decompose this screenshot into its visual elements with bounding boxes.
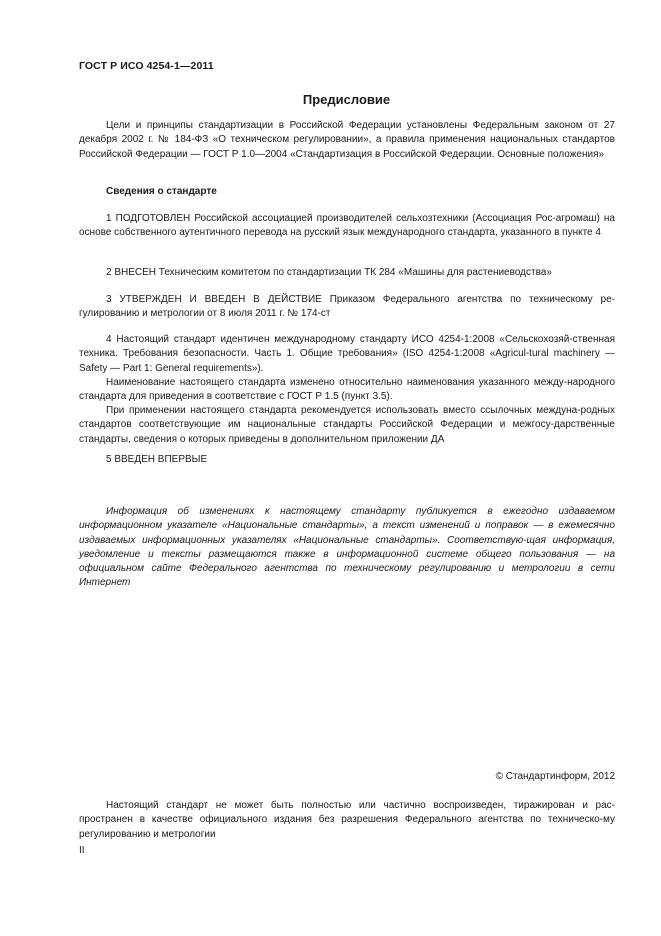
item-5: 5 ВВЕДЕН ВПЕРВЫЕ	[106, 454, 208, 465]
item-3: 3 УТВЕРЖДЕН И ВВЕДЕН В ДЕЙСТВИЕ Приказом Федерального агентства по техническому ре-гулированию и метрологии от 8 июля 2011 г. № 174-ст	[79, 294, 615, 320]
item-4-reference-note: При применении настоящего стандарта рекомендуется использовать вместо ссылочных междуна-родных стандартов соответствующие им национальные стандарты Российской Федерации и межгосу-дарственные стандарты, сведения о которых приведены в дополнительном приложении ДА	[79, 405, 615, 445]
document-header: ГОСТ Р ИСО 4254-1—2011	[79, 60, 214, 72]
page-number: II	[79, 845, 85, 856]
item-4-name-note: Наименование настоящего стандарта изменено относительно наименования указанного между-народного стандарта для приведения в соответствие с ГОСТ Р 1.5 (пункт 3.5).	[79, 377, 615, 403]
item-4: 4 Настоящий стандарт идентичен международному стандарту ИСО 4254-1:2008 «Сельскохозяй-ственная техника. Требования безопасности. Часть 1. Общие требования» (ISO 4254-1:2008 «Agricul-tural machinery — Safety — Part 1: General requirements»).	[79, 334, 615, 374]
reproduction-notice: Настоящий стандарт не может быть полностью или частично воспроизведен, тиражирован и рас-пространен в качестве официального издания без разрешения Федерального агентства по техническо-му регулированию и метрологии	[79, 800, 615, 840]
intro-paragraph: Цели и принципы стандартизации в Российской Федерации установлены Федеральным законом от 27 декабря 2002 г. № 184-ФЗ «О техническом регулировании», а правила применения национальных стандартов Российской Федерации — ГОСТ Р 1.0—2004 «Стандартизация в Российской Федерации. Основные положения»	[79, 120, 615, 160]
copyright: © Стандартинформ, 2012	[495, 771, 615, 782]
item-2: 2 ВНЕСЕН Техническим комитетом по стандартизации ТК 284 «Машины для растениеводства»	[106, 267, 552, 278]
info-heading: Сведения о стандарте	[106, 186, 217, 197]
item-1: 1 ПОДГОТОВЛЕН Российской ассоциацией производителей сельхозтехники (Ассоциация Рос-агромаш) на основе собственного аутентичного перевода на русский язык международного стандарта, указанного в пункте 4	[79, 213, 615, 239]
section-title: Предисловие	[302, 92, 391, 107]
notice-paragraph: Информация об изменениях к настоящему стандарту публикуется в ежегодно издаваемом информационном указателе «Национальные стандарты», а текст изменений и поправок — в ежемесячно издаваемых информационных указателях «Национальные стандарты». Соответствую-щая информация, уведомление и тексты размещаются также в информационной системе общего пользования — на официальном сайте Федерального агентства по техническому регулированию и метрологии в сети Интернет	[79, 506, 615, 589]
